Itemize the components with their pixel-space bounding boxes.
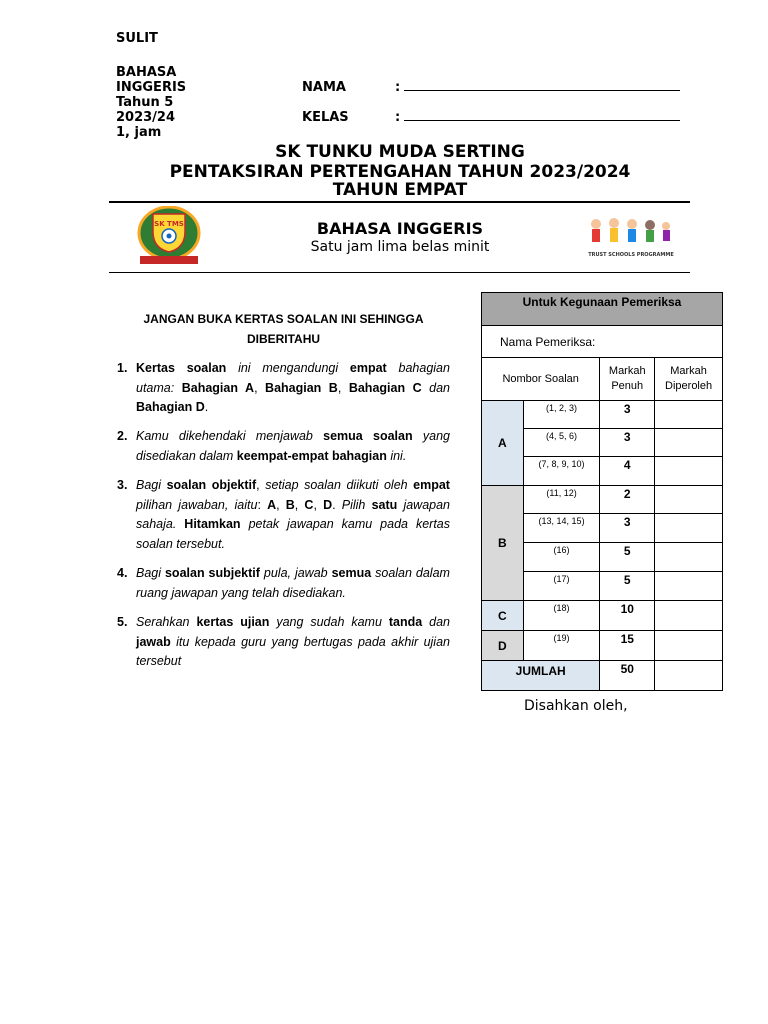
subject-line: 1, jam <box>116 125 162 140</box>
instruction-number: 2. <box>117 429 128 443</box>
obtained-marks-cell[interactable] <box>655 401 723 429</box>
col-header-question: Nombor Soalan <box>482 358 600 401</box>
section-label: A <box>482 401 524 486</box>
nama-label: NAMA <box>302 80 346 95</box>
full-marks: 3 <box>600 514 655 543</box>
instruction-text: Kamu dikehendaki menjawab semua soalan yang disediakan dalam keempat-empat bahagian ini. <box>136 429 450 463</box>
sulit-label: SULIT <box>116 31 158 46</box>
year-title: TAHUN EMPAT <box>332 180 468 200</box>
colon: : <box>395 80 401 95</box>
kelas-label: KELAS <box>302 110 349 125</box>
question-range: (1, 2, 3) <box>523 401 600 429</box>
full-marks: 5 <box>600 572 655 601</box>
full-marks: 5 <box>600 543 655 572</box>
instruction-text: Bagi soalan objektif, setiap soalan diikuti oleh empat pilihan jawaban, iaitu: A, B, C, D. Pilih satu jawapan sahaja. Hitamkan petak jawapan kamu pada kertas soalan tersebut. <box>136 478 451 551</box>
school-logo <box>137 206 201 266</box>
instruction-text: Bagi soalan subjektif pula, jawab semua soalan dalam ruang jawapan yang telah disediakan. <box>136 566 450 600</box>
instruction-number: 4. <box>117 566 128 580</box>
approved-by: Disahkan oleh, <box>524 698 628 714</box>
instruction-item-4 <box>117 564 450 604</box>
table-row <box>482 601 723 631</box>
question-range: (7, 8, 9, 10) <box>523 457 600 486</box>
total-label: JUMLAH <box>482 661 600 691</box>
instruction-text: Kertas soalan ini mengandungi empat bahagian utama: Bahagian A, Bahagian B, Bahagian C dan Bahagian D. <box>136 361 450 414</box>
obtained-marks-cell[interactable] <box>655 486 723 514</box>
banner-subject: BAHASA INGGERIS <box>316 219 484 238</box>
nama-field[interactable] <box>395 80 695 95</box>
question-range: (13, 14, 15) <box>523 514 600 543</box>
kelas-field[interactable] <box>395 110 695 125</box>
col-header-full: Markah Penuh <box>600 358 655 401</box>
instruction-item-3 <box>117 476 450 556</box>
table-row <box>482 486 723 514</box>
instruction-number: 1. <box>117 361 128 375</box>
total-obtained-cell[interactable] <box>655 661 723 691</box>
instruction-item-2 <box>117 427 450 467</box>
total-marks: 50 <box>600 661 655 691</box>
instruction-item-1 <box>117 359 450 419</box>
full-marks: 3 <box>600 401 655 429</box>
kelas-line[interactable] <box>404 110 680 121</box>
full-marks: 10 <box>600 601 655 631</box>
table-title: Untuk Kegunaan Pemeriksa <box>482 293 723 326</box>
obtained-marks-cell[interactable] <box>655 429 723 457</box>
exam-title: PENTAKSIRAN PERTENGAHAN TAHUN 2023/2024 <box>169 162 631 182</box>
obtained-marks-cell[interactable] <box>655 543 723 572</box>
school-name: SK TUNKU MUDA SERTING <box>275 142 525 162</box>
section-label: B <box>482 486 524 601</box>
logo-lettering: TRUST SCHOOLS PROGRAMME <box>588 252 674 258</box>
question-range: (18) <box>523 601 600 631</box>
obtained-marks-cell[interactable] <box>655 572 723 601</box>
total-row <box>482 661 723 691</box>
nama-line[interactable] <box>404 80 680 91</box>
obtained-marks-cell[interactable] <box>655 601 723 631</box>
col-header-obtained: Markah Diperoleh <box>655 358 723 401</box>
instruction-number: 3. <box>117 478 128 492</box>
banner-duration: Satu jam lima belas minit <box>310 239 490 255</box>
instructions-heading-line: JANGAN BUKA KERTAS SOALAN INI SEHINGGA <box>143 312 424 326</box>
question-range: (4, 5, 6) <box>523 429 600 457</box>
instruction-text: Serahkan kertas ujian yang sudah kamu tanda dan jawab itu kepada guru yang bertugas pada akhir ujian tersebut <box>136 615 450 668</box>
subject-line: 2023/24 <box>116 110 176 125</box>
obtained-marks-cell[interactable] <box>655 457 723 486</box>
subject-line: BAHASA <box>116 65 177 80</box>
logo-lettering: SK TMS <box>154 220 184 228</box>
examiner-table <box>481 292 723 691</box>
trust-schools-logo <box>586 216 676 260</box>
subject-line: INGGERIS <box>116 80 187 95</box>
examiner-name-cell[interactable]: Nama Pemeriksa: <box>482 326 723 358</box>
table-row <box>482 401 723 429</box>
instructions-heading-line: DIBERITAHU <box>246 331 321 346</box>
subject-info <box>116 65 186 140</box>
banner-bottom-rule <box>109 272 690 273</box>
section-label: D <box>482 631 524 661</box>
colon: : <box>395 110 401 125</box>
obtained-marks-cell[interactable] <box>655 631 723 661</box>
table-row <box>482 631 723 661</box>
question-range: (11, 12) <box>523 486 600 514</box>
instruction-number: 5. <box>117 615 128 629</box>
question-range: (19) <box>523 631 600 661</box>
section-label: C <box>482 601 524 631</box>
full-marks: 2 <box>600 486 655 514</box>
instruction-item-5 <box>117 613 450 673</box>
question-range: (16) <box>523 543 600 572</box>
subject-line: Tahun 5 <box>116 95 174 110</box>
full-marks: 4 <box>600 457 655 486</box>
full-marks: 15 <box>600 631 655 661</box>
banner-top-rule <box>109 201 690 203</box>
obtained-marks-cell[interactable] <box>655 514 723 543</box>
question-range: (17) <box>523 572 600 601</box>
instructions-heading <box>117 310 450 349</box>
full-marks: 3 <box>600 429 655 457</box>
